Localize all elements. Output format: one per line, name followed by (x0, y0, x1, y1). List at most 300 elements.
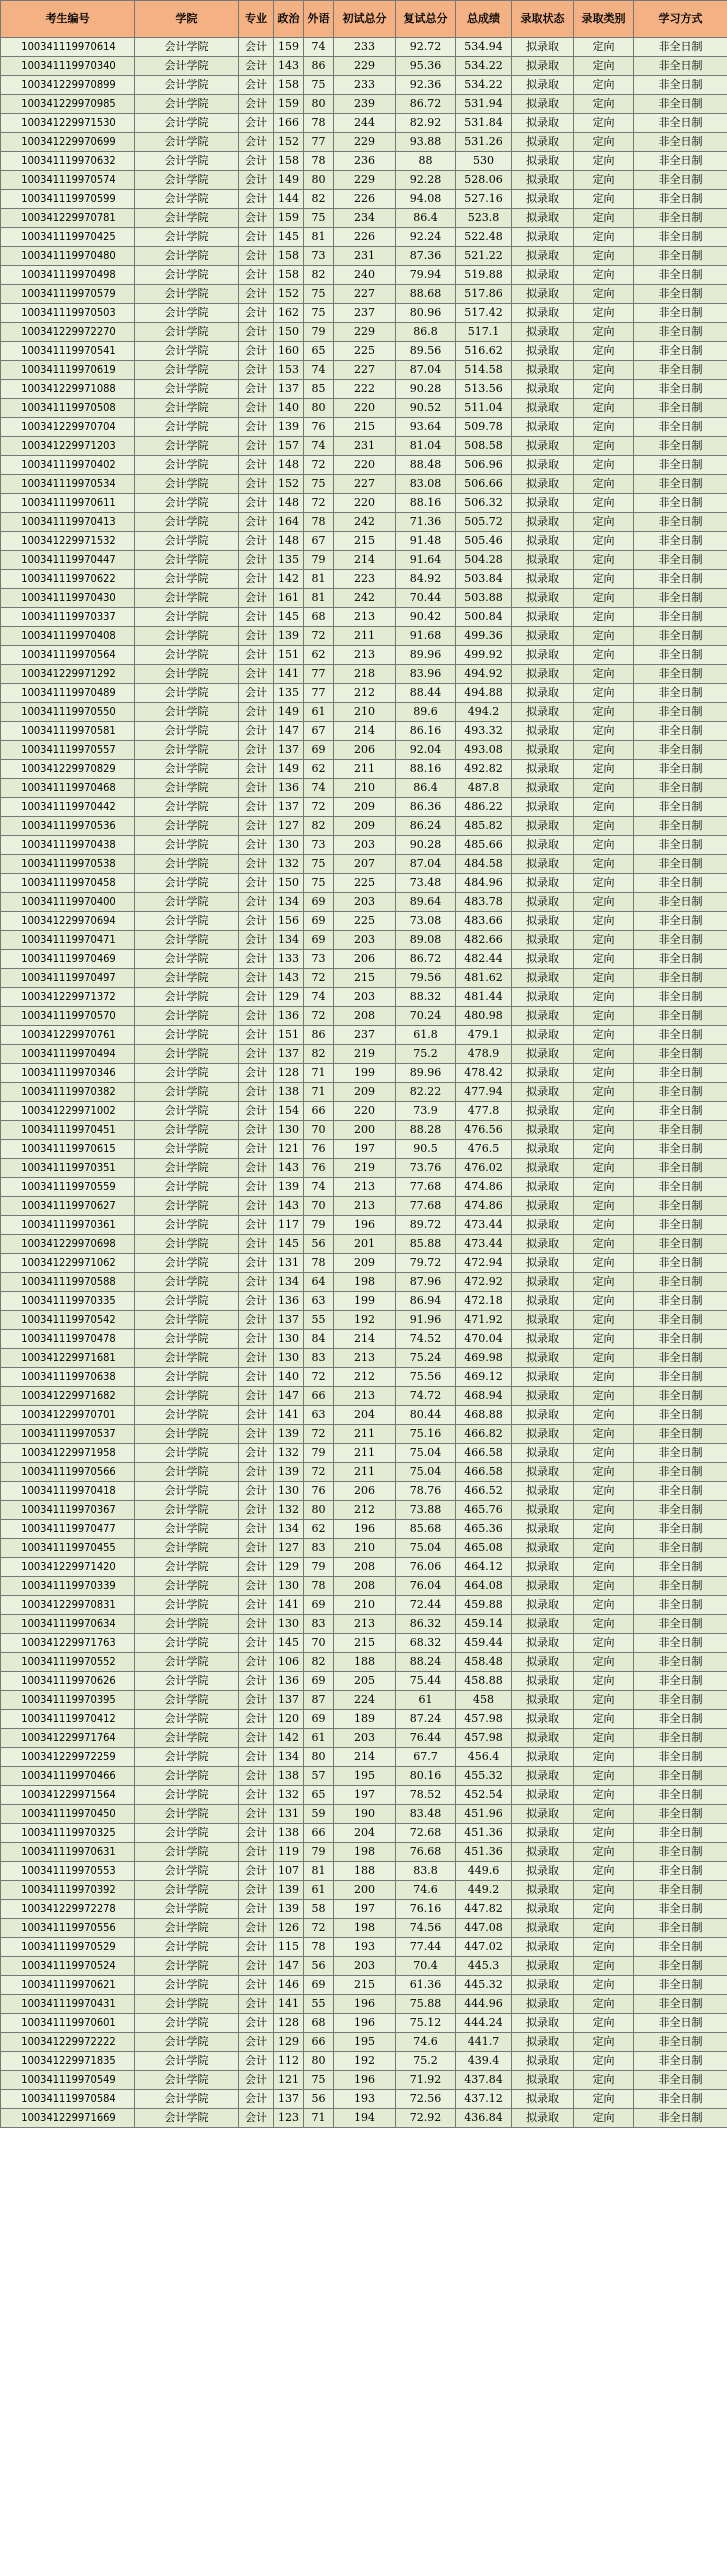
admission-category-cell: 定向 (574, 1330, 634, 1349)
table-row (1, 38, 727, 57)
foreign-language-score-cell: 82 (304, 190, 334, 209)
candidate-id-cell: 100341119970553 (1, 1862, 135, 1881)
college-cell: 会计学院 (135, 1862, 239, 1881)
candidate-id-cell: 100341229971682 (1, 1387, 135, 1406)
initial-total-cell: 215 (334, 1634, 396, 1653)
politics-score-cell: 127 (274, 817, 304, 836)
candidate-id-cell: 100341119970346 (1, 1064, 135, 1083)
politics-score-cell: 166 (274, 114, 304, 133)
overall-score-cell: 474.86 (456, 1178, 512, 1197)
admission-category-cell: 定向 (574, 1862, 634, 1881)
table-row (1, 1045, 727, 1064)
politics-score-cell: 137 (274, 741, 304, 760)
candidate-id-cell: 100341119970559 (1, 1178, 135, 1197)
college-cell: 会计学院 (135, 912, 239, 931)
retest-total-cell: 76.68 (396, 1843, 456, 1862)
study-mode-cell: 非全日制 (634, 114, 727, 133)
admission-status-cell: 拟录取 (512, 1748, 574, 1767)
initial-total-cell: 198 (334, 1843, 396, 1862)
overall-score-cell: 466.82 (456, 1425, 512, 1444)
college-cell: 会计学院 (135, 1425, 239, 1444)
initial-total-cell: 225 (334, 874, 396, 893)
retest-total-cell: 91.96 (396, 1311, 456, 1330)
overall-score-cell: 483.78 (456, 893, 512, 912)
retest-total-cell: 86.72 (396, 950, 456, 969)
initial-total-cell: 224 (334, 1691, 396, 1710)
study-mode-cell: 非全日制 (634, 361, 727, 380)
foreign-language-score-cell: 72 (304, 494, 334, 513)
politics-score-cell: 145 (274, 1235, 304, 1254)
college-cell: 会计学院 (135, 969, 239, 988)
overall-score-cell: 469.98 (456, 1349, 512, 1368)
admission-status-cell: 拟录取 (512, 1083, 574, 1102)
overall-score-cell: 500.84 (456, 608, 512, 627)
retest-total-cell: 89.96 (396, 646, 456, 665)
overall-score-cell: 465.36 (456, 1520, 512, 1539)
study-mode-cell: 非全日制 (634, 399, 727, 418)
candidate-id-cell: 100341119970611 (1, 494, 135, 513)
admission-category-cell: 定向 (574, 931, 634, 950)
initial-total-cell: 206 (334, 950, 396, 969)
major-cell: 会计 (239, 1254, 274, 1273)
politics-score-cell: 138 (274, 1083, 304, 1102)
table-row (1, 1577, 727, 1596)
admission-category-cell: 定向 (574, 551, 634, 570)
foreign-language-score-cell: 58 (304, 1900, 334, 1919)
admission-category-cell: 定向 (574, 1064, 634, 1083)
foreign-language-score-cell: 72 (304, 1425, 334, 1444)
initial-total-cell: 222 (334, 380, 396, 399)
table-header (1, 1, 727, 38)
retest-total-cell: 73.76 (396, 1159, 456, 1178)
initial-total-cell: 192 (334, 1311, 396, 1330)
candidate-id-cell: 100341119970626 (1, 1672, 135, 1691)
politics-score-cell: 138 (274, 1767, 304, 1786)
foreign-language-score-cell: 81 (304, 589, 334, 608)
study-mode-cell: 非全日制 (634, 1463, 727, 1482)
overall-score-cell: 523.8 (456, 209, 512, 228)
admission-category-cell: 定向 (574, 133, 634, 152)
candidate-id-cell: 100341229972259 (1, 1748, 135, 1767)
initial-total-cell: 215 (334, 1976, 396, 1995)
admission-category-cell: 定向 (574, 1463, 634, 1482)
retest-total-cell: 89.96 (396, 1064, 456, 1083)
candidate-id-cell: 100341119970536 (1, 817, 135, 836)
overall-score-cell: 447.02 (456, 1938, 512, 1957)
retest-total-cell: 88.68 (396, 285, 456, 304)
politics-score-cell: 158 (274, 76, 304, 95)
initial-total-cell: 220 (334, 456, 396, 475)
admission-category-cell: 定向 (574, 1235, 634, 1254)
politics-score-cell: 154 (274, 1102, 304, 1121)
admission-category-cell: 定向 (574, 627, 634, 646)
foreign-language-score-cell: 67 (304, 532, 334, 551)
college-cell: 会计学院 (135, 95, 239, 114)
admission-category-cell: 定向 (574, 76, 634, 95)
study-mode-cell: 非全日制 (634, 1254, 727, 1273)
politics-score-cell: 151 (274, 646, 304, 665)
admission-status-cell: 拟录取 (512, 1615, 574, 1634)
study-mode-cell: 非全日制 (634, 1786, 727, 1805)
college-cell: 会计学院 (135, 1083, 239, 1102)
admission-status-cell: 拟录取 (512, 1634, 574, 1653)
college-cell: 会计学院 (135, 190, 239, 209)
politics-score-cell: 140 (274, 1368, 304, 1387)
admission-status-cell: 拟录取 (512, 1121, 574, 1140)
study-mode-cell: 非全日制 (634, 1026, 727, 1045)
foreign-language-score-cell: 67 (304, 722, 334, 741)
college-cell: 会计学院 (135, 1254, 239, 1273)
table-row (1, 1026, 727, 1045)
study-mode-cell: 非全日制 (634, 1748, 727, 1767)
table-row (1, 1767, 727, 1786)
candidate-id-cell: 100341229972222 (1, 2033, 135, 2052)
admission-category-cell: 定向 (574, 703, 634, 722)
col-admission-status-header: 录取状态 (512, 1, 574, 38)
table-row (1, 1121, 727, 1140)
candidate-id-cell: 100341119970541 (1, 342, 135, 361)
major-cell: 会计 (239, 1463, 274, 1482)
study-mode-cell: 非全日制 (634, 494, 727, 513)
retest-total-cell: 92.28 (396, 171, 456, 190)
admission-category-cell: 定向 (574, 836, 634, 855)
admission-status-cell: 拟录取 (512, 969, 574, 988)
table-row (1, 741, 727, 760)
retest-total-cell: 80.44 (396, 1406, 456, 1425)
admission-status-cell: 拟录取 (512, 1368, 574, 1387)
candidate-id-cell: 100341229970694 (1, 912, 135, 931)
retest-total-cell: 72.92 (396, 2109, 456, 2128)
retest-total-cell: 72.44 (396, 1596, 456, 1615)
overall-score-cell: 485.66 (456, 836, 512, 855)
candidate-id-cell: 100341119970574 (1, 171, 135, 190)
initial-total-cell: 211 (334, 1463, 396, 1482)
table-row (1, 1349, 727, 1368)
initial-total-cell: 195 (334, 2033, 396, 2052)
admission-category-cell: 定向 (574, 855, 634, 874)
admission-status-cell: 拟录取 (512, 1786, 574, 1805)
table-row (1, 589, 727, 608)
candidate-id-cell: 100341119970564 (1, 646, 135, 665)
admission-status-cell: 拟录取 (512, 323, 574, 342)
politics-score-cell: 136 (274, 779, 304, 798)
retest-total-cell: 85.88 (396, 1235, 456, 1254)
overall-score-cell: 456.4 (456, 1748, 512, 1767)
college-cell: 会计学院 (135, 304, 239, 323)
candidate-id-cell: 100341229970899 (1, 76, 135, 95)
candidate-id-cell: 100341119970566 (1, 1463, 135, 1482)
study-mode-cell: 非全日制 (634, 247, 727, 266)
study-mode-cell: 非全日制 (634, 437, 727, 456)
table-row (1, 2052, 727, 2071)
initial-total-cell: 244 (334, 114, 396, 133)
retest-total-cell: 73.9 (396, 1102, 456, 1121)
admission-status-cell: 拟录取 (512, 893, 574, 912)
admission-status-cell: 拟录取 (512, 285, 574, 304)
major-cell: 会计 (239, 342, 274, 361)
study-mode-cell: 非全日制 (634, 1862, 727, 1881)
admission-status-cell: 拟录取 (512, 1007, 574, 1026)
initial-total-cell: 198 (334, 1919, 396, 1938)
overall-score-cell: 457.98 (456, 1710, 512, 1729)
politics-score-cell: 121 (274, 2071, 304, 2090)
overall-score-cell: 479.1 (456, 1026, 512, 1045)
candidate-id-cell: 100341119970447 (1, 551, 135, 570)
overall-score-cell: 494.92 (456, 665, 512, 684)
college-cell: 会计学院 (135, 1406, 239, 1425)
table-row (1, 285, 727, 304)
retest-total-cell: 79.72 (396, 1254, 456, 1273)
politics-score-cell: 152 (274, 475, 304, 494)
major-cell: 会计 (239, 57, 274, 76)
politics-score-cell: 150 (274, 323, 304, 342)
overall-score-cell: 451.36 (456, 1824, 512, 1843)
major-cell: 会计 (239, 1235, 274, 1254)
initial-total-cell: 193 (334, 2090, 396, 2109)
admission-category-cell: 定向 (574, 779, 634, 798)
retest-total-cell: 74.52 (396, 1330, 456, 1349)
study-mode-cell: 非全日制 (634, 779, 727, 798)
politics-score-cell: 143 (274, 1159, 304, 1178)
admission-status-cell: 拟录取 (512, 1767, 574, 1786)
retest-total-cell: 76.16 (396, 1900, 456, 1919)
major-cell: 会计 (239, 627, 274, 646)
major-cell: 会计 (239, 76, 274, 95)
candidate-id-cell: 100341119970425 (1, 228, 135, 247)
candidate-id-cell: 100341119970468 (1, 779, 135, 798)
initial-total-cell: 210 (334, 1596, 396, 1615)
candidate-id-cell: 100341119970549 (1, 2071, 135, 2090)
study-mode-cell: 非全日制 (634, 1425, 727, 1444)
major-cell: 会计 (239, 931, 274, 950)
foreign-language-score-cell: 75 (304, 2071, 334, 2090)
study-mode-cell: 非全日制 (634, 2090, 727, 2109)
retest-total-cell: 73.48 (396, 874, 456, 893)
table-row (1, 2090, 727, 2109)
major-cell: 会计 (239, 551, 274, 570)
admission-category-cell: 定向 (574, 418, 634, 437)
overall-score-cell: 477.94 (456, 1083, 512, 1102)
overall-score-cell: 503.88 (456, 589, 512, 608)
admission-status-cell: 拟录取 (512, 456, 574, 475)
table-row (1, 1539, 727, 1558)
retest-total-cell: 86.36 (396, 798, 456, 817)
college-cell: 会计学院 (135, 2052, 239, 2071)
initial-total-cell: 229 (334, 323, 396, 342)
admission-category-cell: 定向 (574, 1178, 634, 1197)
foreign-language-score-cell: 68 (304, 608, 334, 627)
overall-score-cell: 472.92 (456, 1273, 512, 1292)
overall-score-cell: 451.96 (456, 1805, 512, 1824)
politics-score-cell: 146 (274, 1976, 304, 1995)
college-cell: 会计学院 (135, 152, 239, 171)
candidate-id-cell: 100341119970615 (1, 1140, 135, 1159)
college-cell: 会计学院 (135, 874, 239, 893)
admission-status-cell: 拟录取 (512, 551, 574, 570)
admission-status-cell: 拟录取 (512, 437, 574, 456)
candidate-id-cell: 100341229970698 (1, 1235, 135, 1254)
college-cell: 会计学院 (135, 665, 239, 684)
admission-status-cell: 拟录取 (512, 817, 574, 836)
admission-category-cell: 定向 (574, 817, 634, 836)
candidate-id-cell: 100341119970579 (1, 285, 135, 304)
overall-score-cell: 465.08 (456, 1539, 512, 1558)
overall-score-cell: 484.96 (456, 874, 512, 893)
retest-total-cell: 72.68 (396, 1824, 456, 1843)
foreign-language-score-cell: 64 (304, 1273, 334, 1292)
study-mode-cell: 非全日制 (634, 760, 727, 779)
candidate-id-cell: 100341119970498 (1, 266, 135, 285)
table-row (1, 1330, 727, 1349)
foreign-language-score-cell: 70 (304, 1197, 334, 1216)
foreign-language-score-cell: 78 (304, 152, 334, 171)
politics-score-cell: 143 (274, 1197, 304, 1216)
admission-category-cell: 定向 (574, 38, 634, 57)
admission-status-cell: 拟录取 (512, 988, 574, 1007)
overall-score-cell: 534.22 (456, 76, 512, 95)
admission-status-cell: 拟录取 (512, 931, 574, 950)
foreign-language-score-cell: 56 (304, 1235, 334, 1254)
study-mode-cell: 非全日制 (634, 1387, 727, 1406)
foreign-language-score-cell: 65 (304, 1786, 334, 1805)
admission-category-cell: 定向 (574, 361, 634, 380)
politics-score-cell: 158 (274, 152, 304, 171)
initial-total-cell: 226 (334, 190, 396, 209)
admission-status-cell: 拟录取 (512, 1045, 574, 1064)
initial-total-cell: 229 (334, 57, 396, 76)
retest-total-cell: 81.04 (396, 437, 456, 456)
candidate-id-cell: 100341119970442 (1, 798, 135, 817)
candidate-id-cell: 100341119970408 (1, 627, 135, 646)
foreign-language-score-cell: 83 (304, 1349, 334, 1368)
table-row (1, 1292, 727, 1311)
college-cell: 会计学院 (135, 532, 239, 551)
admission-category-cell: 定向 (574, 2014, 634, 2033)
table-row (1, 1216, 727, 1235)
admission-category-cell: 定向 (574, 57, 634, 76)
foreign-language-score-cell: 86 (304, 1026, 334, 1045)
table-row (1, 1140, 727, 1159)
major-cell: 会计 (239, 2033, 274, 2052)
initial-total-cell: 206 (334, 1482, 396, 1501)
table-row (1, 1387, 727, 1406)
admission-category-cell: 定向 (574, 190, 634, 209)
retest-total-cell: 83.8 (396, 1862, 456, 1881)
candidate-id-cell: 100341119970402 (1, 456, 135, 475)
candidate-id-cell: 100341229971420 (1, 1558, 135, 1577)
college-cell: 会计学院 (135, 1140, 239, 1159)
candidate-id-cell: 100341119970455 (1, 1539, 135, 1558)
college-cell: 会计学院 (135, 1710, 239, 1729)
table-row (1, 1406, 727, 1425)
retest-total-cell: 75.04 (396, 1539, 456, 1558)
candidate-id-cell: 100341119970601 (1, 2014, 135, 2033)
admission-category-cell: 定向 (574, 1710, 634, 1729)
table-row (1, 304, 727, 323)
overall-score-cell: 521.22 (456, 247, 512, 266)
admission-status-cell: 拟录取 (512, 1900, 574, 1919)
overall-score-cell: 470.04 (456, 1330, 512, 1349)
admission-status-cell: 拟录取 (512, 133, 574, 152)
candidate-id-cell: 100341119970524 (1, 1957, 135, 1976)
admission-status-cell: 拟录取 (512, 513, 574, 532)
admission-category-cell: 定向 (574, 304, 634, 323)
initial-total-cell: 210 (334, 703, 396, 722)
overall-score-cell: 437.84 (456, 2071, 512, 2090)
foreign-language-score-cell: 80 (304, 171, 334, 190)
admission-category-cell: 定向 (574, 760, 634, 779)
initial-total-cell: 212 (334, 1501, 396, 1520)
admission-status-cell: 拟录取 (512, 1881, 574, 1900)
candidate-id-cell: 100341119970619 (1, 361, 135, 380)
initial-total-cell: 213 (334, 1178, 396, 1197)
college-cell: 会计学院 (135, 551, 239, 570)
table-row (1, 855, 727, 874)
foreign-language-score-cell: 72 (304, 1368, 334, 1387)
major-cell: 会计 (239, 209, 274, 228)
overall-score-cell: 452.54 (456, 1786, 512, 1805)
college-cell: 会计学院 (135, 779, 239, 798)
politics-score-cell: 138 (274, 1824, 304, 1843)
study-mode-cell: 非全日制 (634, 1444, 727, 1463)
retest-total-cell: 78.76 (396, 1482, 456, 1501)
col-candidate-id-header: 考生编号 (1, 1, 135, 38)
table-row (1, 1444, 727, 1463)
politics-score-cell: 136 (274, 1672, 304, 1691)
study-mode-cell: 非全日制 (634, 2014, 727, 2033)
study-mode-cell: 非全日制 (634, 342, 727, 361)
table-row (1, 399, 727, 418)
college-cell: 会计学院 (135, 2033, 239, 2052)
major-cell: 会计 (239, 1292, 274, 1311)
table-row (1, 1197, 727, 1216)
study-mode-cell: 非全日制 (634, 912, 727, 931)
study-mode-cell: 非全日制 (634, 1615, 727, 1634)
initial-total-cell: 234 (334, 209, 396, 228)
overall-score-cell: 482.66 (456, 931, 512, 950)
initial-total-cell: 233 (334, 38, 396, 57)
study-mode-cell: 非全日制 (634, 304, 727, 323)
politics-score-cell: 158 (274, 247, 304, 266)
major-cell: 会计 (239, 1349, 274, 1368)
college-cell: 会计学院 (135, 798, 239, 817)
major-cell: 会计 (239, 1425, 274, 1444)
initial-total-cell: 211 (334, 760, 396, 779)
admission-category-cell: 定向 (574, 437, 634, 456)
college-cell: 会计学院 (135, 931, 239, 950)
study-mode-cell: 非全日制 (634, 1159, 727, 1178)
major-cell: 会计 (239, 1691, 274, 1710)
major-cell: 会计 (239, 1273, 274, 1292)
major-cell: 会计 (239, 2052, 274, 2071)
retest-total-cell: 82.22 (396, 1083, 456, 1102)
initial-total-cell: 237 (334, 304, 396, 323)
study-mode-cell: 非全日制 (634, 2033, 727, 2052)
study-mode-cell: 非全日制 (634, 1083, 727, 1102)
college-cell: 会计学院 (135, 2014, 239, 2033)
candidate-id-cell: 100341119970392 (1, 1881, 135, 1900)
candidate-id-cell: 100341119970337 (1, 608, 135, 627)
college-cell: 会计学院 (135, 570, 239, 589)
admission-category-cell: 定向 (574, 1159, 634, 1178)
overall-score-cell: 472.18 (456, 1292, 512, 1311)
major-cell: 会计 (239, 1558, 274, 1577)
major-cell: 会计 (239, 456, 274, 475)
table-row (1, 57, 727, 76)
admission-category-cell: 定向 (574, 1596, 634, 1615)
study-mode-cell: 非全日制 (634, 836, 727, 855)
major-cell: 会计 (239, 1900, 274, 1919)
